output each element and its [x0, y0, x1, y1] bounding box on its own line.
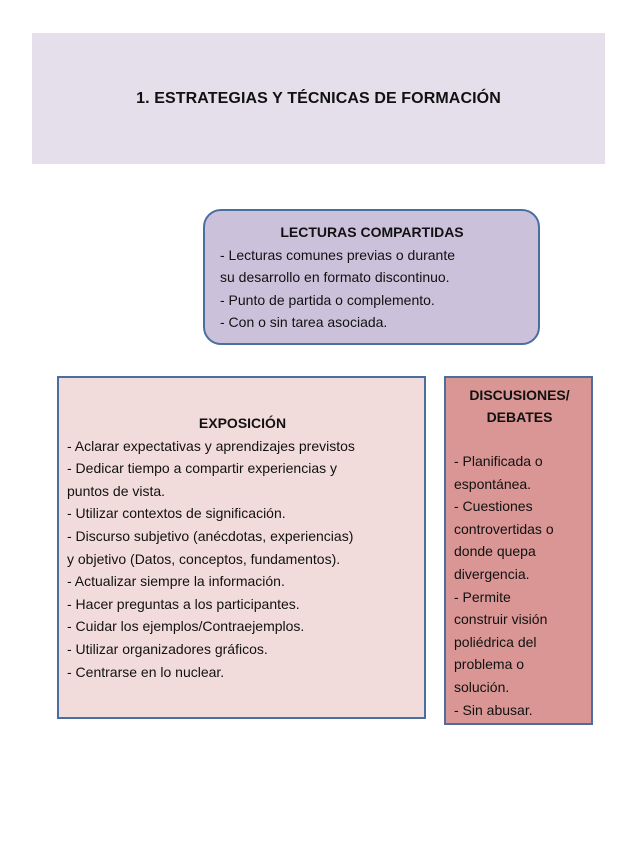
debates-body [454, 450, 585, 721]
page-title: 1. ESTRATEGIAS Y TÉCNICAS DE FORMACIÓN [136, 89, 501, 107]
exposicion-line: puntos de vista. [67, 482, 166, 499]
exposicion-heading: EXPOSICIÓN [198, 415, 287, 431]
debates-line: - Cuestiones [454, 498, 533, 515]
lecturas-heading: LECTURAS COMPARTIDAS [280, 224, 464, 240]
exposicion-line: - Utilizar organizadores gráficos. [67, 640, 268, 657]
lecturas-line: - Punto de partida o complemento. [220, 291, 435, 308]
exposicion-line: - Hacer preguntas a los participantes. [67, 595, 300, 612]
exposicion-line: y objetivo (Datos, conceptos, fundamentos). [67, 550, 341, 567]
exposicion-box [57, 376, 426, 719]
title-band [32, 33, 605, 164]
lecturas-line: - Lecturas comunes previas o durante [220, 246, 456, 263]
debates-line: poliédrica del [454, 633, 537, 650]
exposicion-line: - Cuidar los ejemplos/Contraejemplos. [67, 618, 305, 635]
debates-line: controvertidas o [454, 520, 554, 537]
discusiones-debates-box [444, 376, 593, 725]
debates-line: donde quepa [454, 543, 536, 560]
debates-line: - Permite [454, 588, 511, 605]
debates-line: solución. [454, 678, 510, 695]
lecturas-line: - Con o sin tarea asociada. [220, 314, 388, 331]
debates-line: - Sin abusar. [454, 701, 533, 718]
exposicion-line: - Centrarse en lo nuclear. [67, 663, 225, 680]
exposicion-line: - Actualizar siempre la información. [67, 573, 285, 590]
exposicion-line: - Utilizar contextos de significación. [67, 505, 286, 522]
debates-line: construir visión [454, 611, 548, 628]
exposicion-line: - Discurso subjetivo (anécdotas, experiencias) [67, 527, 354, 544]
debates-line: - Planificada o [454, 453, 543, 469]
debates-heading-line1: DISCUSIONES/ [469, 387, 570, 403]
exposicion-line: - Aclarar expectativas y aprendizajes previstos [67, 437, 355, 454]
lecturas-compartidas-box [203, 209, 540, 345]
debates-line: problema o [454, 656, 525, 673]
debates-line: espontánea. [454, 475, 532, 492]
debates-heading-line2: DEBATES [486, 409, 553, 425]
exposicion-line: - Dedicar tiempo a compartir experiencias y [67, 460, 337, 477]
debates-line: divergencia. [454, 565, 530, 582]
lecturas-line: su desarrollo en formato discontinuo. [220, 269, 450, 286]
